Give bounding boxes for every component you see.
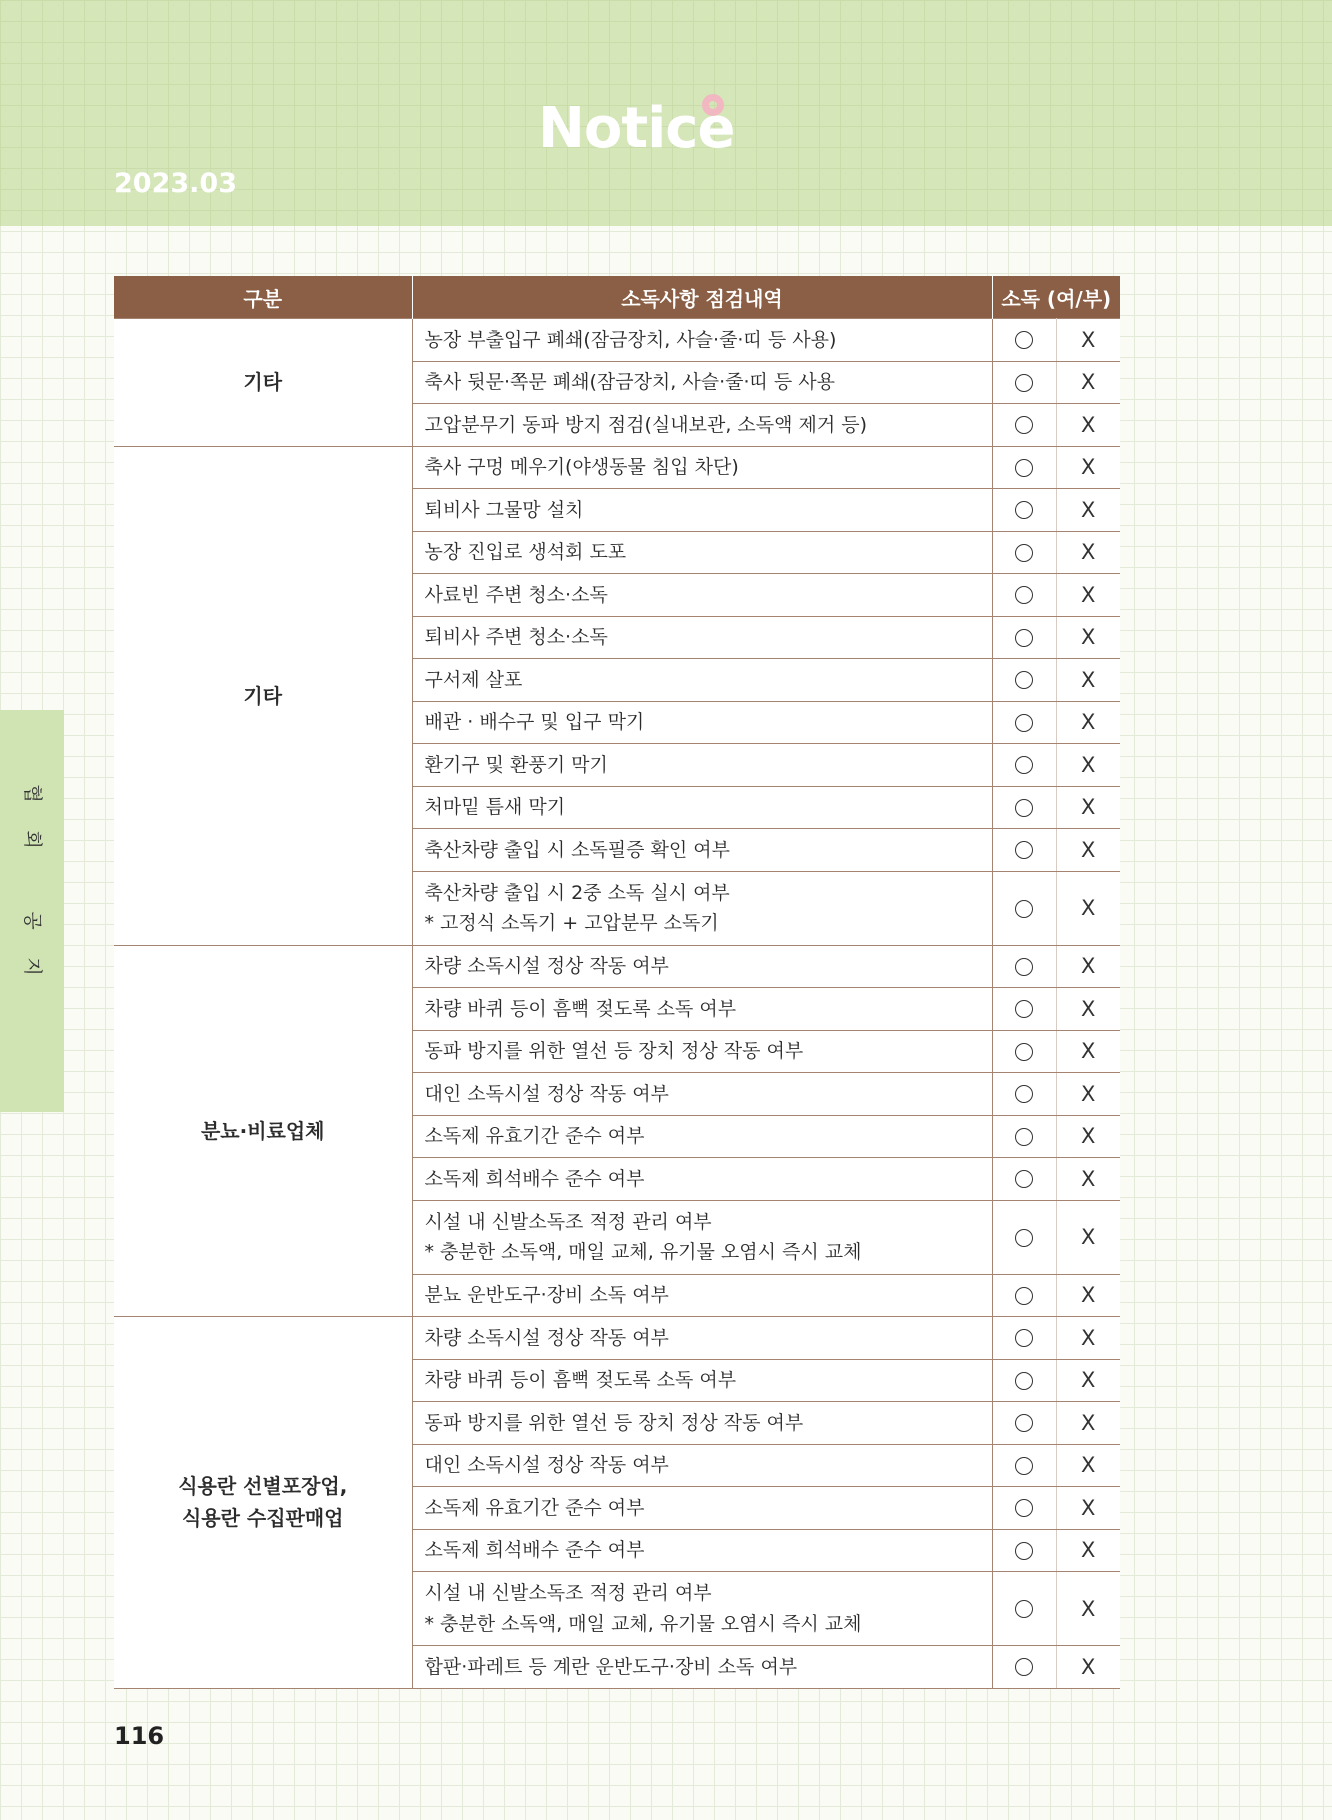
circle-yes-icon[interactable] bbox=[1015, 1170, 1033, 1188]
disinfected-no-cell[interactable] bbox=[1056, 531, 1120, 574]
x-no-icon[interactable]: X bbox=[1081, 667, 1096, 692]
x-no-icon[interactable]: X bbox=[1081, 1596, 1096, 1621]
disinfected-yes-cell[interactable] bbox=[992, 701, 1056, 744]
disinfected-yes-cell[interactable] bbox=[992, 531, 1056, 574]
disinfected-yes-cell[interactable] bbox=[992, 1444, 1056, 1487]
disinfection-checklist-table bbox=[114, 276, 1120, 1689]
disinfected-no-cell[interactable] bbox=[1056, 574, 1120, 617]
side-label-char: 협 bbox=[21, 784, 44, 803]
disinfected-yes-cell[interactable] bbox=[992, 1274, 1056, 1317]
checklist-item: 시설 내 신발소독조 적정 관리 여부 * 충분한 소독액, 매일 교체, 유기물 오염시 즉시 교체 bbox=[412, 1200, 992, 1274]
disinfected-no-cell[interactable] bbox=[1056, 1073, 1120, 1116]
x-no-icon[interactable]: X bbox=[1081, 1368, 1096, 1393]
x-no-icon[interactable]: X bbox=[1081, 540, 1096, 565]
side-label-char: 회 bbox=[21, 830, 44, 849]
checklist-item: 축산차량 출입 시 2중 소독 실시 여부 * 고정식 소독기 + 고압분무 소독기 bbox=[412, 871, 992, 945]
circle-yes-icon[interactable] bbox=[1015, 629, 1033, 647]
disinfected-yes-cell[interactable] bbox=[992, 1073, 1056, 1116]
checklist-item: 소독제 유효기간 준수 여부 bbox=[412, 1487, 992, 1530]
circle-yes-icon[interactable] bbox=[1015, 958, 1033, 976]
circle-yes-icon[interactable] bbox=[1015, 1229, 1033, 1247]
circle-yes-icon[interactable] bbox=[1015, 374, 1033, 392]
disinfected-yes-cell[interactable] bbox=[992, 361, 1056, 404]
checklist-item: 시설 내 신발소독조 적정 관리 여부 * 충분한 소독액, 매일 교체, 유기물 오염시 즉시 교체 bbox=[412, 1572, 992, 1646]
checklist-item: 환기구 및 환풍기 막기 bbox=[412, 744, 992, 787]
x-no-icon[interactable]: X bbox=[1081, 1654, 1096, 1679]
x-no-icon[interactable]: X bbox=[1081, 1166, 1096, 1191]
disinfected-yes-cell[interactable] bbox=[992, 1317, 1056, 1360]
x-no-icon[interactable]: X bbox=[1081, 625, 1096, 650]
disinfected-yes-cell[interactable] bbox=[992, 616, 1056, 659]
disinfected-yes-cell[interactable] bbox=[992, 319, 1056, 362]
checklist-item: 사료빈 주변 청소·소독 bbox=[412, 574, 992, 617]
circle-yes-icon[interactable] bbox=[1015, 1043, 1033, 1061]
circle-yes-icon[interactable] bbox=[1015, 756, 1033, 774]
x-no-icon[interactable]: X bbox=[1081, 1039, 1096, 1064]
checklist-item: 구서제 살포 bbox=[412, 659, 992, 702]
disinfected-yes-cell[interactable] bbox=[992, 446, 1056, 489]
disinfected-yes-cell[interactable] bbox=[992, 1529, 1056, 1572]
checklist-item: 농장 진입로 생석회 도포 bbox=[412, 531, 992, 574]
x-no-icon[interactable]: X bbox=[1081, 752, 1096, 777]
circle-yes-icon[interactable] bbox=[1015, 501, 1033, 519]
disinfected-yes-cell[interactable] bbox=[992, 404, 1056, 447]
disinfected-yes-cell[interactable] bbox=[992, 871, 1056, 945]
disinfected-no-cell[interactable] bbox=[1056, 786, 1120, 829]
issue-date: 2023.03 bbox=[114, 168, 237, 199]
checklist-item: 합판·파레트 등 계란 운반도구·장비 소독 여부 bbox=[412, 1646, 992, 1689]
disinfected-yes-cell[interactable] bbox=[992, 1402, 1056, 1445]
notice-title: Notice bbox=[538, 96, 735, 161]
x-no-icon[interactable]: X bbox=[1081, 795, 1096, 820]
disinfected-yes-cell[interactable] bbox=[992, 1158, 1056, 1201]
x-no-icon[interactable]: X bbox=[1081, 1225, 1096, 1249]
checklist-item: 농장 부출입구 폐쇄(잠금장치, 사슬·줄·띠 등 사용) bbox=[412, 319, 992, 362]
circle-yes-icon[interactable] bbox=[1015, 1600, 1033, 1618]
checklist-item: 고압분무기 동파 방지 점검(실내보관, 소독액 제거 등) bbox=[412, 404, 992, 447]
side-label-char: 지 bbox=[21, 957, 44, 976]
x-no-icon[interactable]: X bbox=[1081, 1325, 1096, 1350]
checklist-item: 소독제 유효기간 준수 여부 bbox=[412, 1115, 992, 1158]
circle-yes-icon[interactable] bbox=[1015, 331, 1033, 349]
checklist-item: 처마밑 틈새 막기 bbox=[412, 786, 992, 829]
disinfected-no-cell[interactable] bbox=[1056, 446, 1120, 489]
x-no-icon[interactable]: X bbox=[1081, 896, 1096, 920]
disinfected-no-cell[interactable] bbox=[1056, 1646, 1120, 1689]
disinfected-yes-cell[interactable] bbox=[992, 988, 1056, 1031]
checklist-item: 축사 구멍 메우기(야생동물 침입 차단) bbox=[412, 446, 992, 489]
circle-decoration-icon bbox=[702, 94, 724, 116]
disinfected-no-cell[interactable] bbox=[1056, 659, 1120, 702]
category-cell: 식용란 선별포장업, 식용란 수집판매업 bbox=[114, 1317, 412, 1689]
circle-yes-icon[interactable] bbox=[1015, 1658, 1033, 1676]
disinfected-no-cell[interactable] bbox=[1056, 616, 1120, 659]
circle-yes-icon[interactable] bbox=[1015, 1085, 1033, 1103]
checklist-item: 차량 바퀴 등이 흠뻑 젖도록 소독 여부 bbox=[412, 1359, 992, 1402]
checklist-item: 소독제 희석배수 준수 여부 bbox=[412, 1158, 992, 1201]
page-header bbox=[0, 0, 1332, 226]
checklist-item: 동파 방지를 위한 열선 등 장치 정상 작동 여부 bbox=[412, 1030, 992, 1073]
disinfected-no-cell[interactable] bbox=[1056, 1359, 1120, 1402]
disinfected-no-cell[interactable] bbox=[1056, 1402, 1120, 1445]
x-no-icon[interactable]: X bbox=[1081, 327, 1096, 352]
disinfected-no-cell[interactable] bbox=[1056, 988, 1120, 1031]
x-no-icon[interactable]: X bbox=[1081, 710, 1096, 735]
disinfected-yes-cell[interactable] bbox=[992, 1359, 1056, 1402]
disinfected-no-cell[interactable] bbox=[1056, 701, 1120, 744]
checklist-item: 분뇨 운반도구·장비 소독 여부 bbox=[412, 1274, 992, 1317]
disinfected-no-cell[interactable] bbox=[1056, 1200, 1120, 1274]
circle-yes-icon[interactable] bbox=[1015, 1000, 1033, 1018]
header-category: 구분 bbox=[114, 276, 412, 319]
circle-yes-icon[interactable] bbox=[1015, 1499, 1033, 1517]
disinfected-yes-cell[interactable] bbox=[992, 1200, 1056, 1274]
checklist-item: 퇴비사 그물망 설치 bbox=[412, 489, 992, 532]
section-side-label bbox=[0, 784, 64, 1003]
table-body bbox=[114, 319, 1120, 1689]
circle-yes-icon[interactable] bbox=[1015, 841, 1033, 859]
circle-yes-icon[interactable] bbox=[1015, 1414, 1033, 1432]
header-items: 소독사항 점검내역 bbox=[412, 276, 992, 319]
x-no-icon[interactable]: X bbox=[1081, 1410, 1096, 1435]
disinfected-no-cell[interactable] bbox=[1056, 1158, 1120, 1201]
table-row bbox=[114, 319, 1120, 362]
circle-yes-icon[interactable] bbox=[1015, 1128, 1033, 1146]
category-cell: 기타 bbox=[114, 446, 412, 945]
table-row bbox=[114, 446, 1120, 489]
x-no-icon[interactable]: X bbox=[1081, 1453, 1096, 1478]
header-disinfection: 소독 (여/부) bbox=[992, 276, 1120, 319]
checklist-item: 퇴비사 주변 청소·소독 bbox=[412, 616, 992, 659]
x-no-icon[interactable]: X bbox=[1081, 837, 1096, 862]
circle-yes-icon[interactable] bbox=[1015, 1372, 1033, 1390]
checklist-item: 동파 방지를 위한 열선 등 장치 정상 작동 여부 bbox=[412, 1402, 992, 1445]
circle-yes-icon[interactable] bbox=[1015, 900, 1033, 918]
disinfected-no-cell[interactable] bbox=[1056, 1030, 1120, 1073]
disinfected-yes-cell[interactable] bbox=[992, 1646, 1056, 1689]
circle-yes-icon[interactable] bbox=[1015, 416, 1033, 434]
category-cell: 기타 bbox=[114, 319, 412, 447]
disinfected-yes-cell[interactable] bbox=[992, 574, 1056, 617]
checklist-item: 대인 소독시설 정상 작동 여부 bbox=[412, 1073, 992, 1116]
checklist-item: 소독제 희석배수 준수 여부 bbox=[412, 1529, 992, 1572]
page-number: 116 bbox=[114, 1722, 165, 1750]
disinfected-yes-cell[interactable] bbox=[992, 1572, 1056, 1646]
circle-yes-icon[interactable] bbox=[1015, 799, 1033, 817]
disinfected-no-cell[interactable] bbox=[1056, 1444, 1120, 1487]
circle-yes-icon[interactable] bbox=[1015, 459, 1033, 477]
checklist-item: 대인 소독시설 정상 작동 여부 bbox=[412, 1444, 992, 1487]
circle-yes-icon[interactable] bbox=[1015, 544, 1033, 562]
x-no-icon[interactable]: X bbox=[1081, 1124, 1096, 1149]
x-no-icon[interactable]: X bbox=[1081, 497, 1096, 522]
disinfected-no-cell[interactable] bbox=[1056, 319, 1120, 362]
checklist-item: 차량 바퀴 등이 흠뻑 젖도록 소독 여부 bbox=[412, 988, 992, 1031]
x-no-icon[interactable]: X bbox=[1081, 1495, 1096, 1520]
table-row bbox=[114, 945, 1120, 988]
checklist-item: 축사 뒷문·쪽문 폐쇄(잠금장치, 사슬·줄·띠 등 사용 bbox=[412, 361, 992, 404]
disinfected-no-cell[interactable] bbox=[1056, 829, 1120, 872]
circle-yes-icon[interactable] bbox=[1015, 1329, 1033, 1347]
x-no-icon[interactable]: X bbox=[1081, 412, 1096, 437]
disinfected-no-cell[interactable] bbox=[1056, 744, 1120, 787]
disinfected-no-cell[interactable] bbox=[1056, 489, 1120, 532]
x-no-icon[interactable]: X bbox=[1081, 996, 1096, 1021]
disinfected-no-cell[interactable] bbox=[1056, 871, 1120, 945]
disinfected-no-cell[interactable] bbox=[1056, 1274, 1120, 1317]
disinfected-yes-cell[interactable] bbox=[992, 829, 1056, 872]
disinfected-no-cell[interactable] bbox=[1056, 361, 1120, 404]
disinfected-no-cell[interactable] bbox=[1056, 1529, 1120, 1572]
checklist-item: 차량 소독시설 정상 작동 여부 bbox=[412, 1317, 992, 1360]
checklist-item: 차량 소독시설 정상 작동 여부 bbox=[412, 945, 992, 988]
disinfected-yes-cell[interactable] bbox=[992, 1487, 1056, 1530]
disinfected-no-cell[interactable] bbox=[1056, 945, 1120, 988]
circle-yes-icon[interactable] bbox=[1015, 586, 1033, 604]
disinfected-yes-cell[interactable] bbox=[992, 945, 1056, 988]
table-row bbox=[114, 1317, 1120, 1360]
circle-yes-icon[interactable] bbox=[1015, 671, 1033, 689]
disinfected-no-cell[interactable] bbox=[1056, 404, 1120, 447]
x-no-icon[interactable]: X bbox=[1081, 954, 1096, 979]
x-no-icon[interactable]: X bbox=[1081, 455, 1096, 480]
disinfected-yes-cell[interactable] bbox=[992, 744, 1056, 787]
disinfected-no-cell[interactable] bbox=[1056, 1317, 1120, 1360]
x-no-icon[interactable]: X bbox=[1081, 582, 1096, 607]
disinfected-no-cell[interactable] bbox=[1056, 1487, 1120, 1530]
disinfected-yes-cell[interactable] bbox=[992, 489, 1056, 532]
x-no-icon[interactable]: X bbox=[1081, 1538, 1096, 1563]
circle-yes-icon[interactable] bbox=[1015, 1287, 1033, 1305]
circle-yes-icon[interactable] bbox=[1015, 1542, 1033, 1560]
disinfected-no-cell[interactable] bbox=[1056, 1115, 1120, 1158]
table-header-row bbox=[114, 276, 1120, 319]
circle-yes-icon[interactable] bbox=[1015, 1457, 1033, 1475]
x-no-icon[interactable]: X bbox=[1081, 1283, 1096, 1308]
disinfected-yes-cell[interactable] bbox=[992, 659, 1056, 702]
category-cell: 분뇨·비료업체 bbox=[114, 945, 412, 1317]
disinfected-yes-cell[interactable] bbox=[992, 1030, 1056, 1073]
circle-yes-icon[interactable] bbox=[1015, 714, 1033, 732]
checklist-item: 배관 · 배수구 및 입구 막기 bbox=[412, 701, 992, 744]
checklist-item: 축산차량 출입 시 소독필증 확인 여부 bbox=[412, 829, 992, 872]
x-no-icon[interactable]: X bbox=[1081, 370, 1096, 395]
x-no-icon[interactable]: X bbox=[1081, 1081, 1096, 1106]
disinfected-no-cell[interactable] bbox=[1056, 1572, 1120, 1646]
side-label-char: 공 bbox=[21, 911, 44, 930]
disinfected-yes-cell[interactable] bbox=[992, 1115, 1056, 1158]
disinfected-yes-cell[interactable] bbox=[992, 786, 1056, 829]
